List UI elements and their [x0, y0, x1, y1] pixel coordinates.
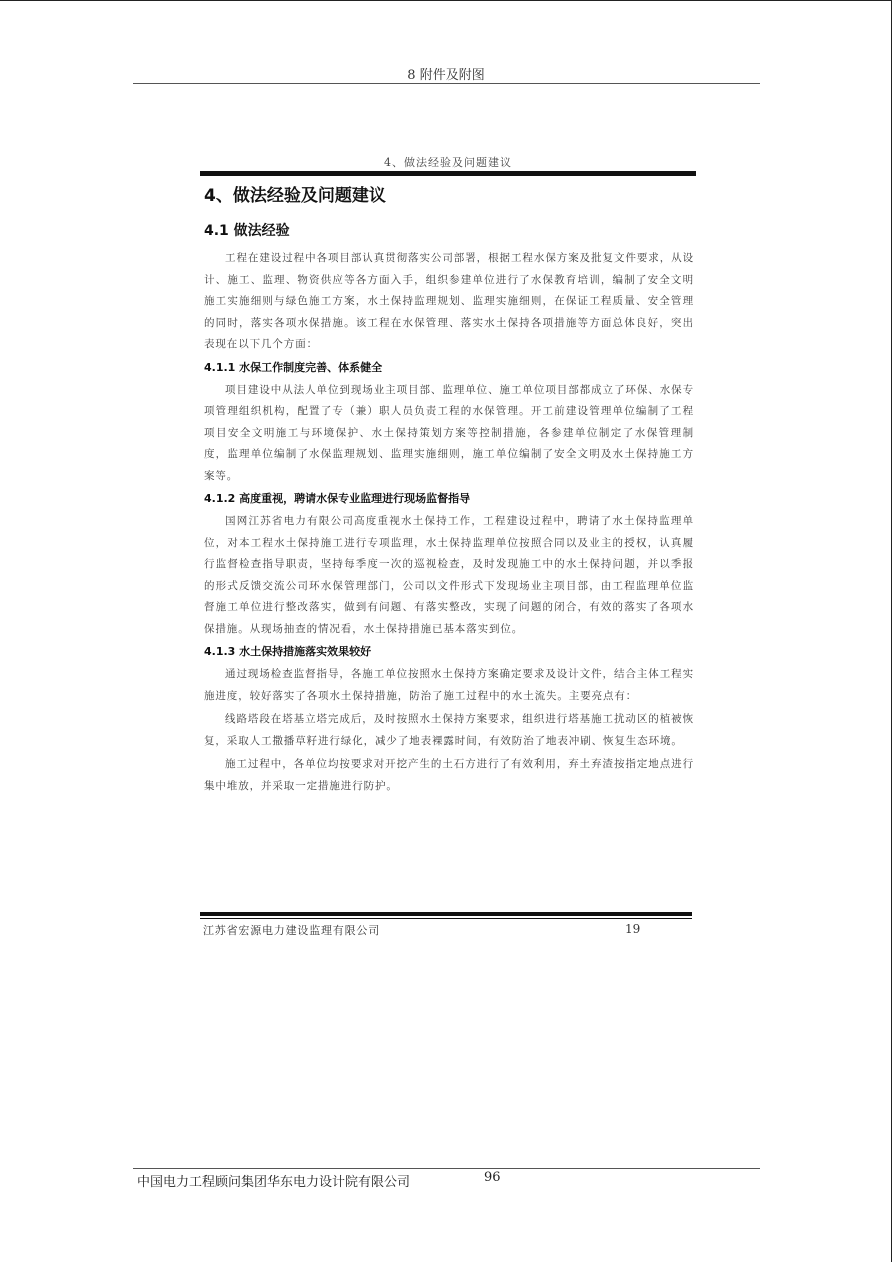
- inner-footer-divider: [200, 912, 692, 916]
- outer-footer-divider: [133, 1168, 760, 1169]
- section-heading-4-1-1: 4.1.1 水保工作制度完善、体系健全: [204, 360, 383, 374]
- section-4-1-2-paragraph: 国网江苏省电力有限公司高度重视水土保持工作，工程建设过程中，聘请了水土保持监理单位，对本工程水土保持施工进行专项监理，水土保持监理单位按照合同以及业主的授权，认真履行监督检查指导职责，坚持每季度一次的巡视检查，及时发现施工中的水土保持问题，并以季报的形式反馈交流公司环水保管理部门，公司以文件形式下发现场业主项目部，由工程监理单位监督施工单位进行整改落实，做到有问题、有落实整改，实现了问题的闭合，有效的落实了各项水保措施。从现场抽查的情况看，水土保持措施已基本落实到位。: [204, 515, 694, 635]
- section-heading-4-1: 4.1 做法经验: [204, 223, 290, 239]
- inner-footer-divider-thin: [200, 918, 692, 919]
- outer-page-number: 96: [484, 1170, 501, 1185]
- inner-footer-company: 江苏省宏源电力建设监理有限公司: [203, 924, 380, 937]
- section-heading-4-1-2: 4.1.2 高度重视，聘请水保专业监理进行现场监督指导: [204, 492, 471, 505]
- section-4-1-3-paragraph-3: 施工过程中，各单位均按要求对开挖产生的土石方进行了有效利用，弃土弃渣按指定地点进行集中堆放，并采取一定措施进行防护。: [204, 758, 694, 792]
- page-frame-top: [0, 0, 892, 1]
- inner-page-content: [200, 180, 694, 799]
- inner-page-number: 19: [625, 922, 641, 936]
- section-4-1-3-paragraph-2: 线路塔段在塔基立塔完成后，及时按照水土保持方案要求，组织进行塔基施工扰动区的植被恢复，采取人工撒播草籽进行绿化，减少了地表裸露时间，有效防治了地表冲刷、恢复生态环境。: [204, 713, 694, 747]
- inner-header-divider: [200, 171, 696, 176]
- section-4-1-3-paragraph-1: 通过现场检查监督指导，各施工单位按照水土保持方案确定要求及设计文件，结合主体工程实施进度，较好落实了各项水土保持措施，防治了施工过程中的水土流失。主要亮点有：: [204, 668, 694, 702]
- outer-page-header: 8 附件及附图: [407, 68, 485, 83]
- section-4-1-1-paragraph: 项目建设中从法人单位到现场业主项目部、监理单位、施工单位项目部都成立了环保、水保专项管理组织机构，配置了专（兼）职人员负责工程的水保管理。开工前建设管理单位编制了工程项目安全文明施工与环境保护、水土保持策划方案等控制措施，各参建单位制定了水保管理制度，监理单位编制了水保监理规划、监理实施细则，施工单位编制了安全文明及水土保持施工方案等。: [204, 383, 694, 482]
- section-heading-4-1-3: 4.1.3 水土保持措施落实效果较好: [204, 645, 372, 658]
- inner-page-header: 4、做法经验及问题建议: [384, 156, 512, 169]
- outer-footer-company: 中国电力工程顾问集团华东电力设计院有限公司: [137, 1175, 411, 1190]
- section-4-1-intro: 工程在建设过程中各项目部认真贯彻落实公司部署，根据工程水保方案及批复文件要求，从设计、施工、监理、物资供应等各方面入手，组织参建单位进行了水保教育培训，编制了安全文明施工实施细则与绿色施工方案，水土保持监理规划、监理实施细则，在保证工程质量、安全管理的同时，落实各项水保措施。该工程在水保管理、落实水土保持各项措施等方面总体良好，突出表现在以下几个方面：: [204, 252, 694, 350]
- chapter-title: 4、做法经验及问题建议: [204, 186, 386, 206]
- outer-header-divider: [133, 83, 760, 84]
